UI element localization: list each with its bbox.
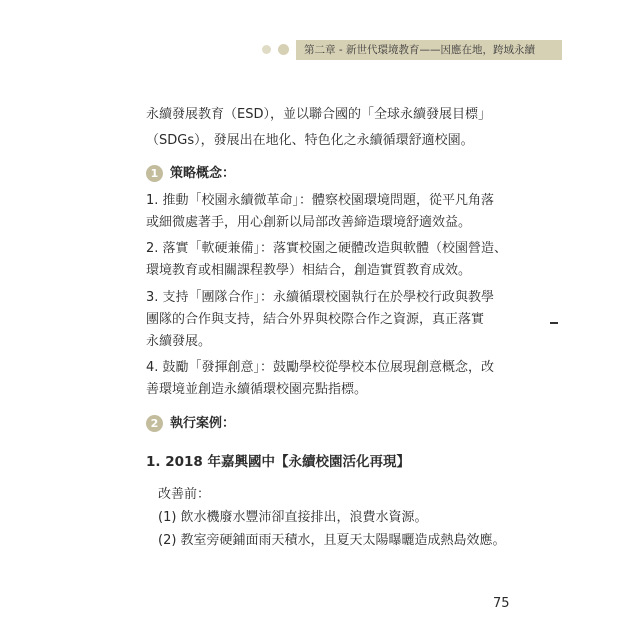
page-number: 75 (493, 596, 510, 611)
section-title: 執行案例： (170, 416, 236, 431)
header-dot-small (262, 45, 271, 54)
strategy-3-line-1: 3. 支持「團隊合作」：永續循環校園執行在於學校行政與教學 (146, 290, 495, 305)
strategy-2-line-2: 環境教育或相關課程教學）相結合，創造實質教育成效。 (146, 263, 472, 278)
header-dot-large (278, 44, 289, 55)
intro-line-2: （SDGs），發展出在地化、特色化之永續循環舒適校園。 (146, 133, 474, 148)
before-label: 改善前： (158, 487, 211, 502)
section-title: 策略概念： (170, 166, 236, 181)
strategy-4-line-1: 4. 鼓勵「發揮創意」：鼓勵學校從學校本位展現創意概念，改 (146, 360, 495, 375)
section-number-badge: 2 (146, 415, 163, 432)
strategy-2-line-1: 2. 落實「軟硬兼備」：落實校園之硬體改造與軟體（校園營造、 (146, 241, 508, 256)
before-item-1: (1) 飲水機廢水豐沛卻直接排出，浪費水資源。 (158, 510, 428, 525)
strategy-4-line-2: 善環境並創造永續循環校園亮點指標。 (146, 382, 368, 397)
margin-mark (550, 322, 558, 324)
before-item-2: (2) 教室旁硬鋪面雨天積水，且夏天太陽曝曬造成熱島效應。 (158, 533, 506, 548)
strategy-1-line-2: 或細微處著手，用心創新以局部改善締造環境舒適效益。 (146, 215, 472, 230)
case-title: 1. 2018 年嘉興國中【永續校園活化再現】 (146, 454, 410, 470)
strategy-1-line-1: 1. 推動「校園永續微革命」：體察校園環境問題，從平凡角落 (146, 193, 495, 208)
strategy-3-line-3: 永續發展。 (146, 334, 212, 349)
strategy-3-line-2: 團隊的合作與支持，結合外界與校際合作之資源，真正落實 (146, 312, 485, 327)
chapter-header (262, 40, 562, 60)
chapter-title: 第二章 - 新世代環境教育——因應在地，跨域永續 (304, 44, 535, 56)
intro-line-1: 永續發展教育（ESD），並以聯合國的「全球永續發展目標」 (146, 107, 491, 122)
section-number-badge: 1 (146, 165, 163, 182)
